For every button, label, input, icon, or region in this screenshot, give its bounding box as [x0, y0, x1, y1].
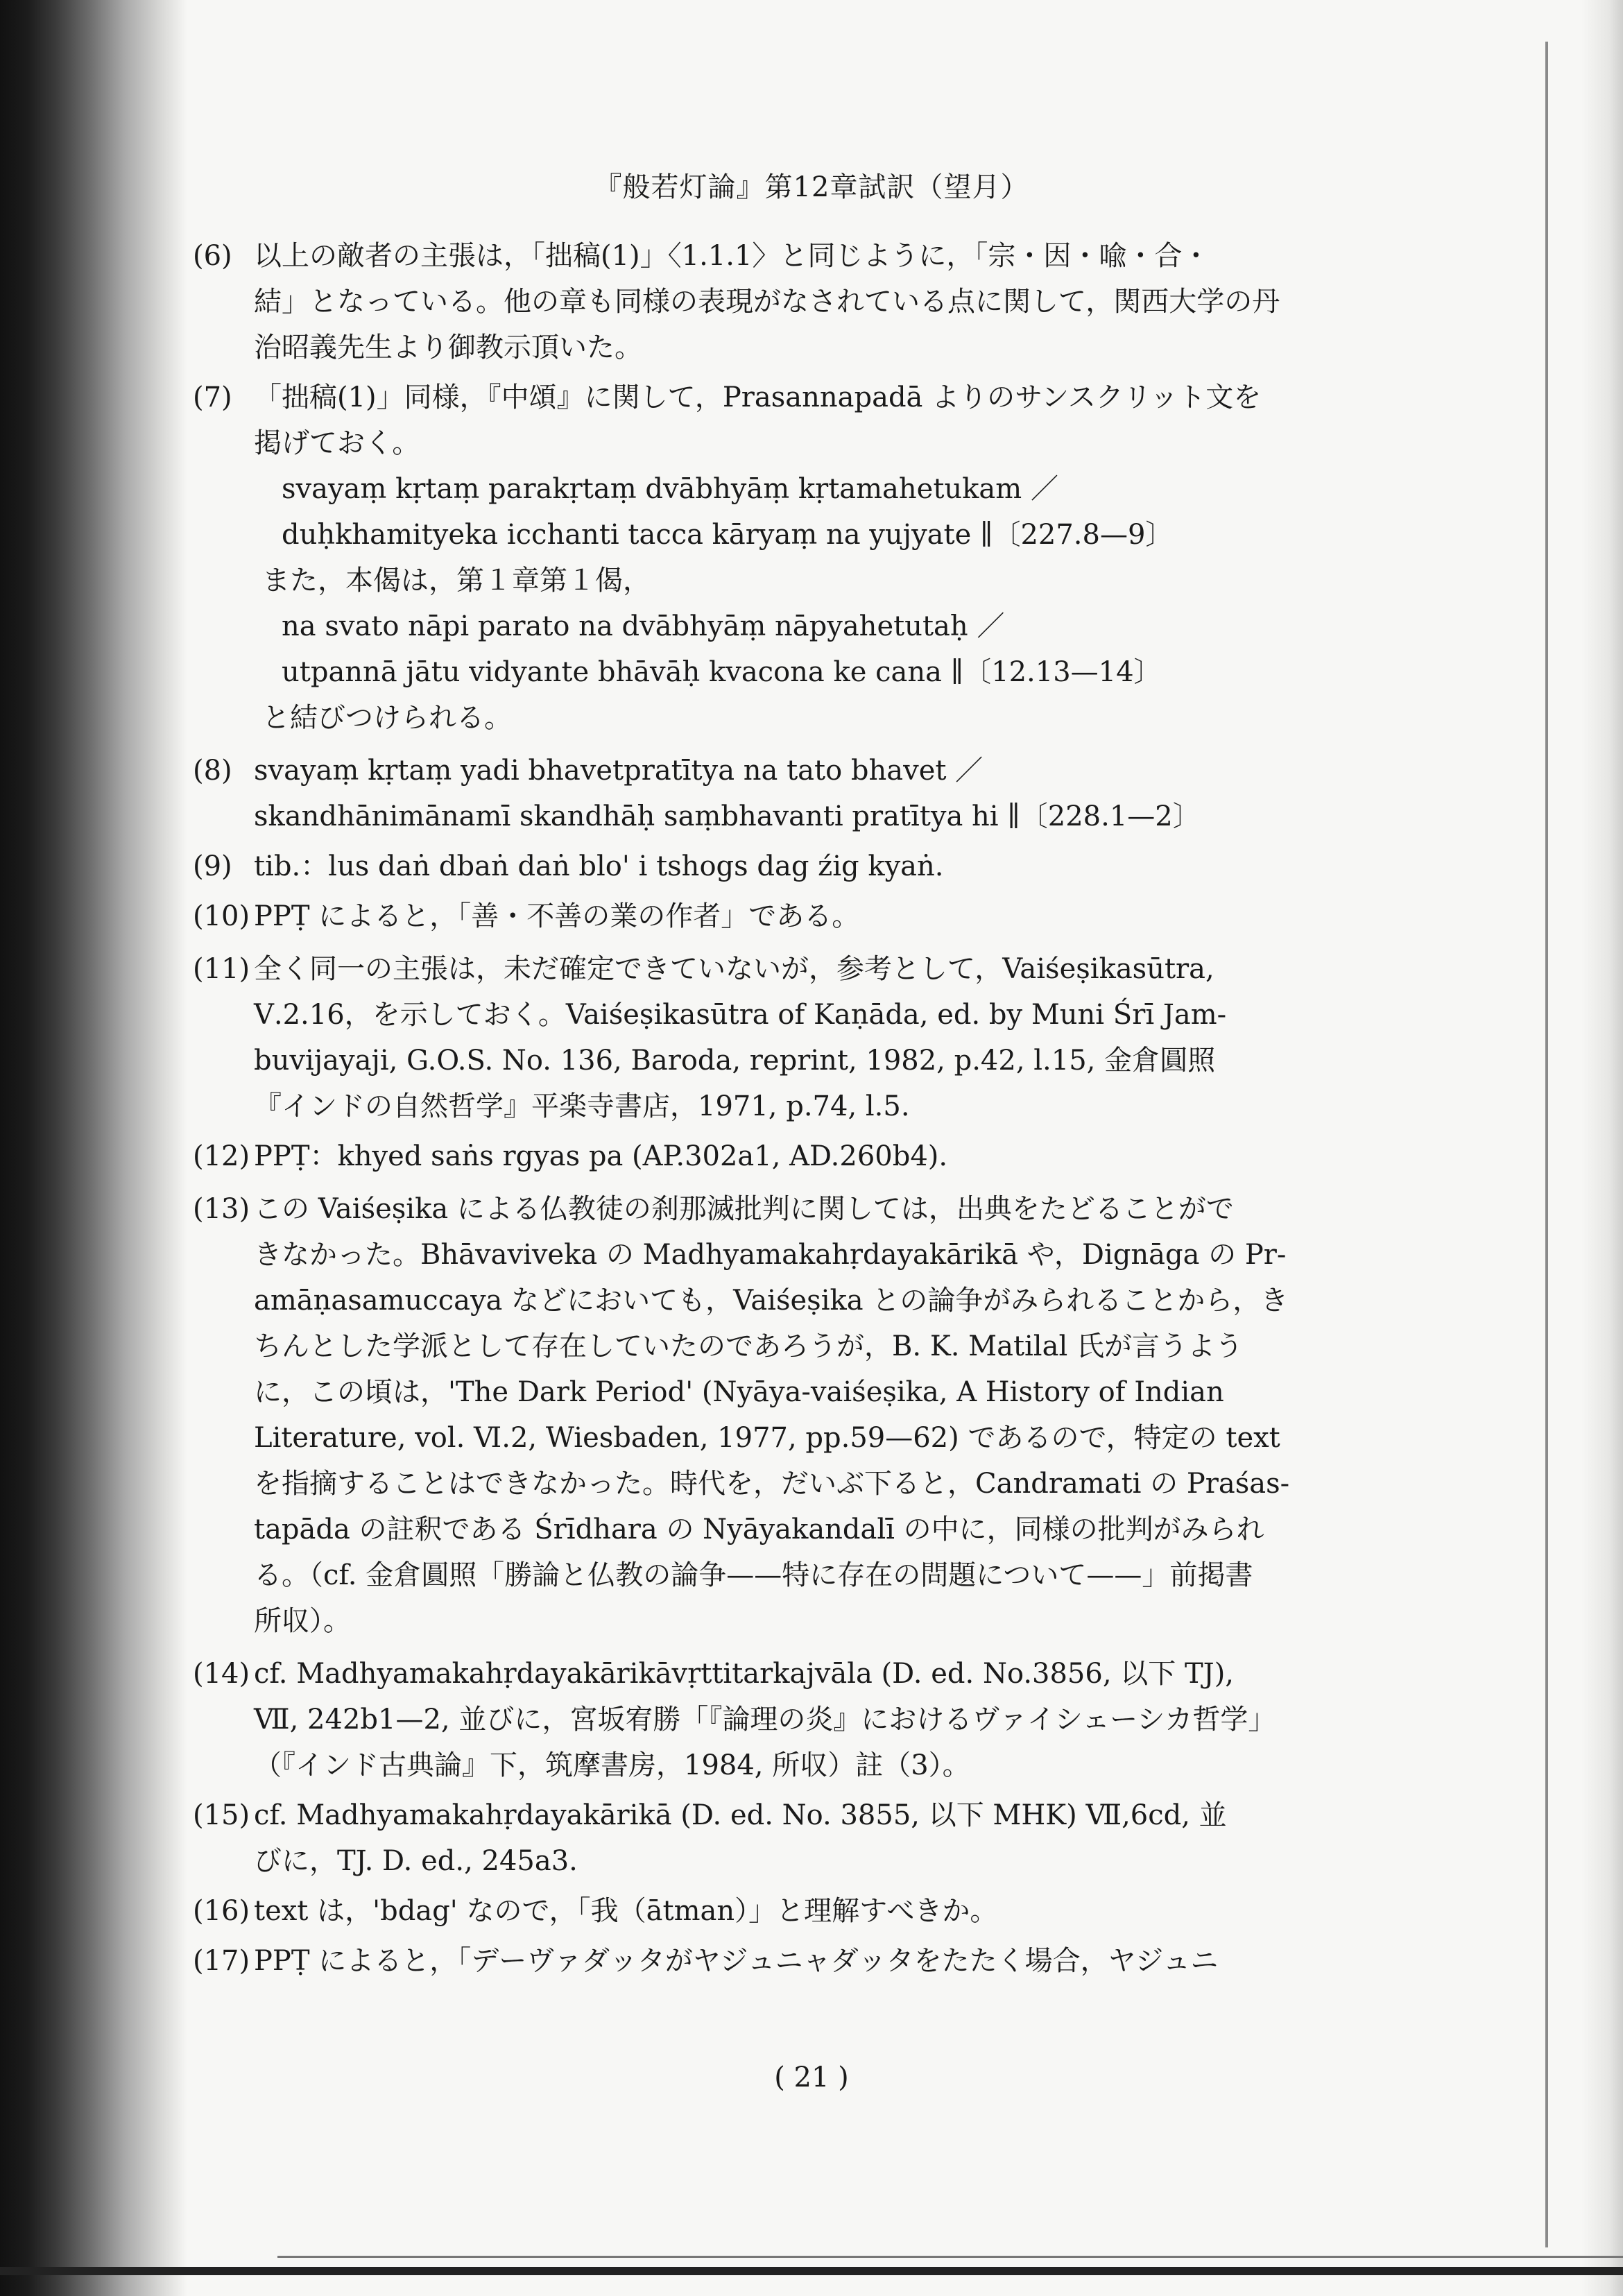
footnote-number: (11) — [193, 953, 250, 985]
footnote-number: (6) — [193, 240, 232, 272]
footnote-line: びに，TJ. D. ed., 245a3. — [254, 1845, 578, 1877]
footnote-line: PPṬ：khyed saṅs rgyas pa (AP.302a1, AD.260b4). — [254, 1140, 948, 1172]
footnote-number: (14) — [193, 1658, 250, 1690]
footnote-line: Ⅶ, 242b1—2, 並びに，宮坂宥勝「『論理の炎』におけるヴァイシェーシカ哲学」 — [254, 1704, 1276, 1736]
footnotes — [193, 233, 1400, 1988]
footnote-line: amāṇasamuccaya などにおいても，Vaiśeṣika との論争がみられることから，き — [254, 1285, 1289, 1317]
bottom-thin-rule — [277, 2256, 1623, 2258]
footnote-number: (12) — [193, 1140, 250, 1172]
footnote-line: PPṬ によると，「デーヴァダッタがヤジュニャダッタをたたく場合，ヤジュニ — [254, 1945, 1219, 1977]
footnote-line: tib.：lus daṅ dbaṅ daṅ blo' i tshogs dag źig kyaṅ. — [254, 850, 944, 882]
footnote-line: svayaṃ kṛtaṃ yadi bhavetpratītya na tato bhavet ／ — [254, 755, 984, 787]
footnote-line: Literature, vol. Ⅵ.2, Wiesbaden, 1977, pp.59—62) であるので，特定の text — [254, 1422, 1280, 1454]
right-margin-rule — [1545, 42, 1548, 2247]
footnote-13 — [193, 1186, 1400, 1644]
footnote-line: 掲げておく。 — [254, 427, 420, 459]
footnote-line: （『インド古典論』下，筑摩書房，1984, 所収）註（3）。 — [254, 1749, 970, 1781]
footnote-12 — [193, 1133, 1400, 1179]
footnote-11 — [193, 946, 1400, 1129]
footnote-line: buvijayaji, G.O.S. No. 136, Baroda, reprint, 1982, p.42, l.15, 金倉圓照 — [254, 1045, 1216, 1077]
footnote-line: きなかった。Bhāvaviveka の Madhyamakahṛdayakārikā や，Dignāga の Pr- — [254, 1239, 1287, 1271]
running-header: 『般若灯論』第12章試訳（望月） — [594, 171, 1029, 203]
footnote-line: また，本偈は，第１章第１偈， — [262, 565, 651, 597]
footnote-line: skandhānimānamī skandhāḥ saṃbhavanti pratītya hi ∥〔228.1—2〕 — [254, 800, 1201, 832]
footnote-line: 全く同一の主張は，未だ確定できていないが，参考として，Vaiśeṣikasūtra, — [254, 953, 1214, 985]
footnote-line: text は，'bdag' なので，「我（ātman）」と理解すべきか。 — [254, 1895, 998, 1927]
bottom-rule — [0, 2267, 1623, 2275]
footnote-line: を指摘することはできなかった。時代を，だいぶ下ると，Candramati の Praśas- — [254, 1468, 1290, 1500]
footnote-number: (15) — [193, 1799, 250, 1831]
footnote-16 — [193, 1888, 1400, 1934]
footnote-line: Ⅴ.2.16，を示しておく。Vaiśeṣikasūtra of Kaṇāda, ed. by Muni Śrī Jam- — [254, 999, 1227, 1031]
footnote-number: (16) — [193, 1895, 250, 1927]
verse-line: na svato nāpi parato na dvābhyāṃ nāpyahetutaḥ ／ — [282, 610, 1005, 642]
footnote-number: (8) — [193, 755, 232, 787]
footnote-17 — [193, 1938, 1400, 1984]
footnote-7 — [193, 375, 1400, 741]
footnote-15 — [193, 1792, 1400, 1884]
verse-line: utpannā jātu vidyante bhāvāḥ kvacona ke cana ∥〔12.13—14〕 — [282, 656, 1162, 688]
footnote-line: 治昭義先生より御教示頂いた。 — [254, 332, 642, 363]
footnote-number: (17) — [193, 1945, 250, 1977]
footnote-line: tapāda の註釈である Śrīdhara の Nyāyakandalī の中に，同様の批判がみられ — [254, 1514, 1264, 1545]
footnote-14 — [193, 1651, 1400, 1788]
footnote-9 — [193, 843, 1400, 889]
footnote-line: と結びつけられる。 — [262, 702, 512, 734]
footnote-number: (13) — [193, 1193, 250, 1225]
page-number: ( 21 ) — [774, 2062, 849, 2093]
footnote-line: 『インドの自然哲学』平楽寺書店，1971, p.74, l.5. — [254, 1090, 910, 1122]
footnote-number: (10) — [193, 900, 250, 932]
footnote-line: 所収）。 — [254, 1605, 351, 1637]
verse-line: duḥkhamityeka icchanti tacca kāryaṃ na yujyate ∥〔227.8—9〕 — [282, 519, 1174, 551]
footnote-number: (7) — [193, 382, 232, 413]
footnote-6 — [193, 233, 1400, 370]
footnote-line: 「拙稿(1)」同様，『中頌』に関して，Prasannapadā よりのサンスクリット文を — [254, 382, 1262, 413]
page-right-edge — [1581, 0, 1623, 2296]
binding-shadow — [0, 0, 187, 2296]
verse-line: svayaṃ kṛtaṃ parakṛtaṃ dvābhyāṃ kṛtamahetukam ／ — [282, 473, 1058, 505]
footnote-line: 以上の敵者の主張は，「拙稿(1)」〈1.1.1〉と同じように，「宗・因・喩・合・ — [254, 240, 1210, 272]
footnote-line: に，この頃は，'The Dark Period' (Nyāya-vaiśeṣika, A History of Indian — [254, 1376, 1224, 1408]
footnote-10 — [193, 893, 1400, 939]
footnote-line: ちんとした学派として存在していたのであろうが，B. K. Matilal 氏が言うよう — [254, 1330, 1243, 1362]
footnote-line: る。（cf. 金倉圓照「勝論と仏教の論争——特に存在の問題について——」前掲書 — [254, 1559, 1253, 1591]
footnote-number: (9) — [193, 850, 232, 882]
footnote-line: cf. Madhyamakahṛdayakārikā (D. ed. No. 3855, 以下 MHK) Ⅶ,6cd, 並 — [254, 1799, 1227, 1831]
footnote-line: cf. Madhyamakahṛdayakārikāvṛttitarkajvāla (D. ed. No.3856, 以下 TJ), — [254, 1658, 1235, 1690]
footnote-line: 結」となっている。他の章も同様の表現がなされている点に関して，関西大学の丹 — [254, 286, 1280, 318]
footnote-8 — [193, 748, 1400, 839]
footnote-line: PPṬ によると，「善・不善の業の作者」である。 — [254, 900, 860, 932]
footnote-line: この Vaiśeṣika による仏教徒の刹那滅批判に関しては，出典をたどることがで — [254, 1193, 1234, 1225]
